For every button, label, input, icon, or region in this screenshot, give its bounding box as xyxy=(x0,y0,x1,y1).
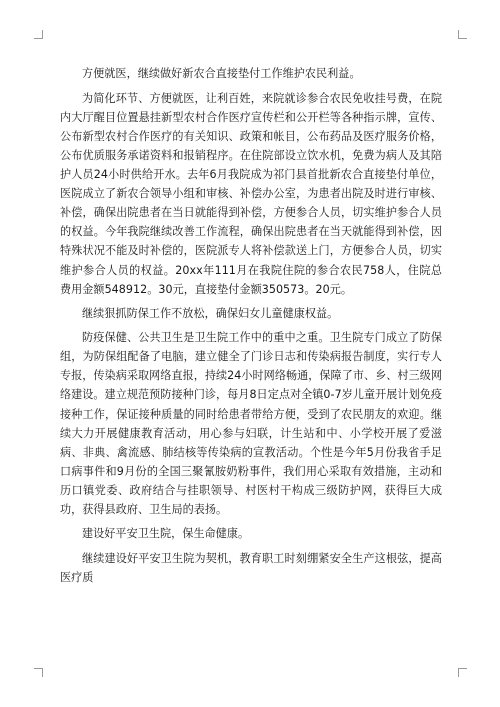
paragraph-safe-hospital-details: 继续建设好平安卫生院为契机，教育职工时刻绷紧安全生产这根弦，提高医疗质 xyxy=(60,551,442,584)
crop-mark-top-left xyxy=(34,30,43,39)
paragraph-new-rural-cooperative-details: 为简化环节、方便就医，让利百姓，来院就诊参合农民免收挂号费，在院内大厅醒目位置悬挂新型农村合作医疗宣传栏和公开栏等各种指示牌，宣传、公布新型农村合作医疗的有关知识、政策和帐目，公布药品及医疗服务价格，公布优质服务承诺资料和报销程序。在住院部设立饮水机，免费为病人及其陪护人员24小时供给开水。去年6月我院成为祁门县首批新农合直接垫付单位，医院成立了新农合领导小组和审核、补偿办公室，为患者出院及时进行审核、补偿，确保出院患者在当日就能得到补偿，方便参合人员，切实维护参合人员的权益。今年我院继续改善工作流程，确保出院患者在当天就能得到补偿，因特殊状况不能及时补偿的，医院派专人将补偿款送上门，方便参合人员，切实维护参合人员的权益。20xx年111月在我院住院的参合农民758人，住院总费用金额548912。30元，直接垫付金额350573。20元。 xyxy=(60,91,442,296)
crop-mark-bottom-right xyxy=(458,668,467,677)
paragraph-heading-epidemic-prevention: 继续狠抓防保工作不放松，确保妇女儿童健康权益。 xyxy=(82,306,339,320)
paragraph-heading-new-rural-cooperative: 方便就医，继续做好新农合直接垫付工作维护农民利益。 xyxy=(82,67,361,80)
paragraph-heading-safe-hospital: 建设好平安卫生院，保生命健康。 xyxy=(82,526,250,540)
crop-mark-top-right xyxy=(458,30,467,39)
crop-mark-bottom-left xyxy=(34,668,43,677)
paragraph-epidemic-prevention-details: 防疫保健、公共卫生是卫生院工作中的重中之重。卫生院专门成立了防保组，为防保组配备了电脑，建立健全了门诊日志和传染病报告制度，实行专人专报，传染病采取网络直报，持续24小时网络畅通，保障了市、乡、村三级网络建设。建立规范预防接种门诊，每月8日定点对全镇0-7岁儿童开展计划免疫接种工作，保证接种质量的同时给患者带给方便，受到了农民朋友的欢迎。继续大力开展健康教育活动，用心参与妇联，计生站和中、小学校开展了爱滋病、非典、禽流感、肺结核等传染病的宣教活动。个性是今年5月份我省手足口病事件和9月份的全国三聚氰胺奶粉事件，我们用心采取有效措施，主动和历口镇党委、政府结合与挂职领导、村医村干构成三级防护网，获得巨大成功，获得县政府、卫生局的表扬。 xyxy=(60,331,442,517)
document-page xyxy=(60,64,442,592)
